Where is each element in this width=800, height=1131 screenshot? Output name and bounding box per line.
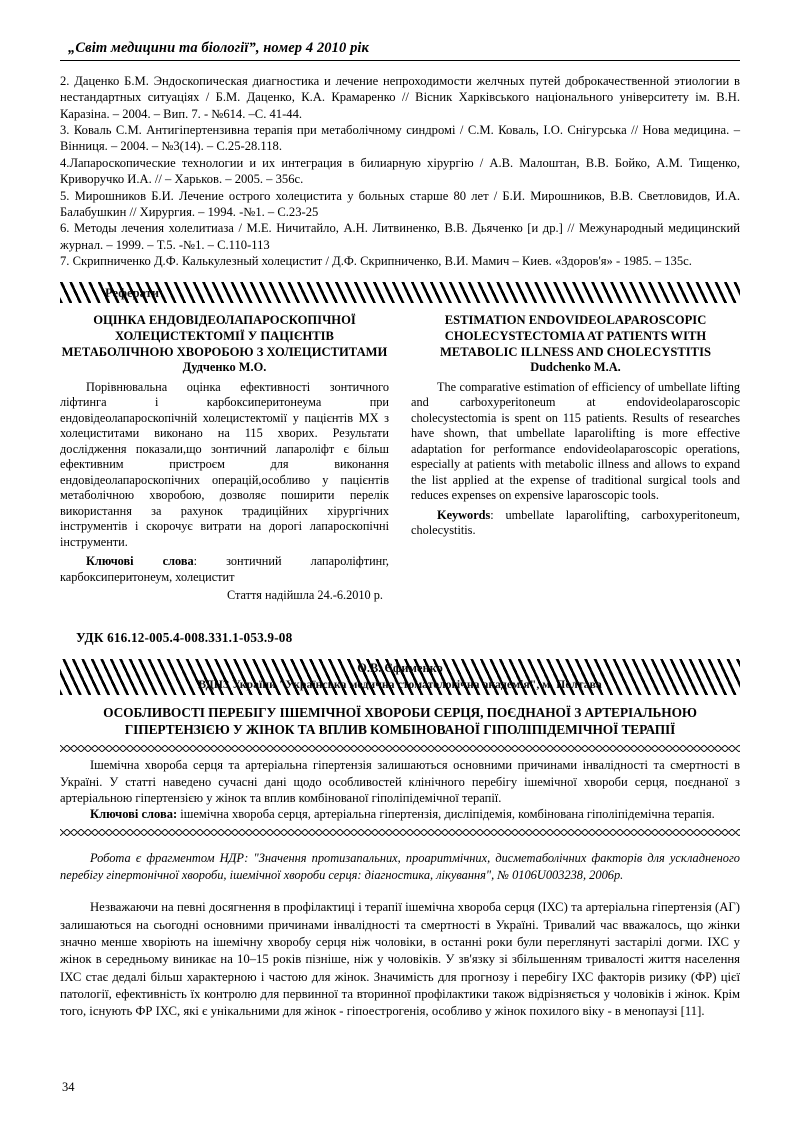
abstracts-banner-label: Реферати (105, 286, 159, 301)
abstract-en-keywords-label: Keywords (437, 507, 491, 522)
article-keywords-value: ішемічна хвороба серця, артеріальна гіпертензія, дисліпідемія, комбінована гіполіпідемічна терапія. (177, 807, 715, 822)
abstract-uk-keywords (60, 554, 389, 585)
reference-item: 4.Лапароскопические технологии и их интеграция в билиарную хірургію / А.В. Малоштан, В.В. Бойко, А.М. Тищенко, Криворучко И.А. // – Харьков. – 2005. – 356с. (60, 155, 740, 187)
abstract-columns (60, 313, 740, 603)
reference-item: 6. Методы лечения холелитиаза / М.Е. Ничитайло, А.Н. Литвиненко, В.В. Дьяченко [и др.] // Межународный медицинский журнал. – 1999. – Т.5. -№1. – С.110-113 (60, 221, 740, 252)
abstract-uk-keywords-label: Ключові слова (86, 554, 194, 569)
reference-item: 7. Скрипниченко Д.Ф. Калькулезный холецистит / Д.Ф. Скрипниченко, В.И. Мамич – Киев. «Здоров'я» - 1985. – 135с. (60, 253, 692, 268)
zigzag-divider-bottom (60, 829, 740, 836)
running-header: „Світ медицини та біології”, номер 4 2010 рік (68, 40, 369, 56)
abstract-ukrainian (60, 313, 389, 603)
article-summary-text: Ішемічна хвороба серця та артеріальна гіпертензія залишаються основними причинами інвалідності та смертності в Україні. У статті наведено сучасні дані щодо особливостей клінічного перебігу ішемічної хвороби серця, поєднаної з артеріальною гіпертензією у жінок та вплив комбінованої гіполіпідемічної терапії. (60, 758, 740, 805)
reference-item: 2. Даценко Б.М. Эндоскопическая диагностика и лечение непроходимости желчных путей доброкачественной этиологии в нестандартных ситуаціях / Б.М. Даценко, К.А. Крамаренко // Вісник Харківського національного університету ім. В.Н. Каразіна. – 2004. – Вип. 7. - №614. –С. 41-44. (60, 74, 740, 121)
abstract-uk-title: ОЦІНКА ЕНДОВІДЕОЛАПАРОСКОПІЧНОЇ ХОЛЕЦИСТЕКТОМІЇ У ПАЦІЄНТІВ МЕТАБОЛІЧНОЮ ХВОРОБОЮ З ХОЛЕЦИСТИТАМИ (61, 313, 388, 359)
reference-item: 5. Мирошников Б.И. Лечение острого холецистита у больных старше 80 лет / Б.И. Мирошников, В.В. Светловидов, И.А. Балабушкин // Хирургия. – 1994. -№1. – С.23-25 (60, 188, 740, 219)
abstract-en-keywords (411, 508, 740, 539)
zigzag-divider-top (60, 745, 740, 752)
ndr-note: Робота є фрагментом НДР: "Значення протизапальних, проаритмічних, дисметаболічних факторів для ускладненого перебігу гіпертонічної хвороби, ішемічної хвороби серця: діагностика, лікування", № 0106U003238, 2006р. (60, 851, 740, 882)
article-affiliation: ВДНЗ України "Українська медична стоматологічна академія", м. Полтава (198, 676, 602, 691)
article-keywords-label: Ключові слова: (90, 807, 178, 822)
abstract-uk-keywords-value: : зонтичний лапароліфтинг, карбоксиперитонеум, холецистит (60, 554, 389, 584)
abstract-en-keywords-value: : umbellate laparolifting, carboxyperitoneum, cholecystitis. (411, 507, 740, 538)
reference-item: 3. Коваль С.М. Антигіпертензивна терапія при метаболічному синдромі / С.М. Коваль, І.О. Снігурська // Нова медицина. – Вінниця. – 2004. – №3(14). – С.25-28.118. (60, 123, 740, 154)
udc-code: УДК 616.12-005.4-008.331.1-053.9-08 (76, 629, 293, 645)
abstract-uk-author: Дудченко М.О. (182, 360, 267, 375)
abstract-english (411, 313, 740, 603)
article-summary (60, 757, 740, 822)
page-number: 34 (62, 1080, 75, 1094)
abstract-uk-received-date: Стаття надійшла 24.-6.2010 р. (226, 588, 383, 603)
abstract-en-body: The comparative estimation of efficiency of umbellate lifting and carboxyperitoneum at endovideolaparoscopic cholecystectomia is spent on 115 patients. Results of researches have shown, that umbellate laparolifting is more effective adaptation for performance endovideolaparoscopic operations, especially at patients with metabolic illness and allows to expand the list applied at the expense of traditional surgical tools and reduces expenses on expensive laparoscopic tools. (411, 379, 740, 503)
abstract-en-title: ESTIMATION ENDOVIDEOLAPAROSCOPIC CHOLECYSTECTOMIA AT PATIENTS WITH METABOLIC ILLNESS AND CHOLECYSTITIS (440, 313, 711, 359)
article-author: О.В. Єфименко (357, 660, 443, 675)
article-title: ОСОБЛИВОСТІ ПЕРЕБІГУ ІШЕМІЧНОЇ ХВОРОБИ СЕРЦЯ, ПОЄДНАНОЇ З АРТЕРІАЛЬНОЮ ГІПЕРТЕНЗІЄЮ У ЖІНОК ТА ВПЛИВ КОМБІНОВАНОЇ ГІПОЛІПІДЕМІЧНОЇ ТЕРАПІЇ (103, 704, 697, 737)
references-list (60, 73, 740, 269)
article-keywords (60, 806, 740, 822)
abstracts-section-banner (60, 282, 740, 303)
abstract-en-author: Dudchenko M.A. (530, 360, 621, 375)
article-body-text: Незважаючи на певні досягнення в профілактиці і терапії ішемічна хвороба серця (ІХС) та артеріальна гіпертензія (АГ) залишаються на сьогодні основними причинами інвалідності та смертності в Україні. Тривалий час вважалось, що жінки значно менше хворіють на ішемічну хворобу серця ніж чоловіки, в останні роки були переглянуті застарілі догми. ІХС у жінок в середньому виникає на 10–15 років пізніше, ніж у чоловіків. У зв'язку зі збільшенням тривалості життя населення ІХС стає дедалі більш характерною і частою для жінок. Значимість для прогнозу і перебігу ІХС факторів ризику (ФР) цієї патології, ефективність їх контролю для первинної та вторинної профілактики також відрізняється у чоловіків і жінок. Крім того, існують ФР ІХС, які є унікальними для жінок - гіпоестрогенія, особливо у жінок похилого віку - в менопаузі [11]. (60, 900, 740, 1019)
abstract-uk-body: Порівнювальна оцінка ефективності зонтичного ліфтинга і карбоксиперитонеума при ендовідеолапароскопічній холецистектомії у пацієнтів МХ з холециститами виконано на 115 хворих. Результати дослідження показали,що зонтичний лапароліфт є більш ефективним пристроєм для виконання ендовідеолапароскопічних операцій,особливо у пацієнтів метаболічною хворобою, дозволяє поширити перелік використання за рахунок традиційних хірургічних інструментів і скорочує витрати на дорогі лапароскопічні інструменти. (60, 379, 389, 549)
article-author-banner (60, 659, 740, 695)
header-divider (60, 60, 740, 61)
